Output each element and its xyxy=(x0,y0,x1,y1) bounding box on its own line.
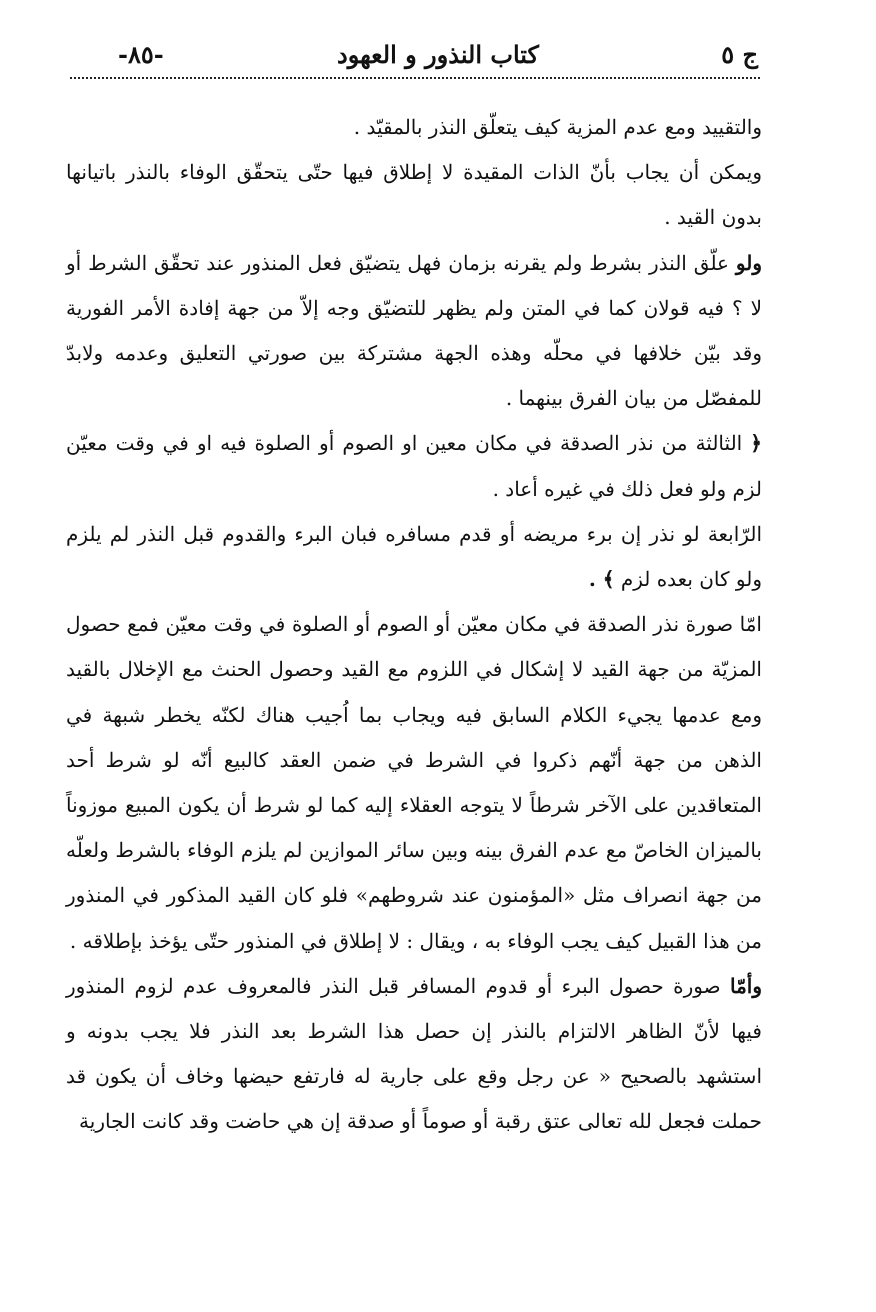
paragraph-lead: وأمّا xyxy=(729,973,762,998)
paragraph-2: ويمكن أن يجاب بأنّ الذات المقيدة لا إطلاق فيها حتّى يتحقّق الوفاء بالنذر باتيانها بدون القيد . xyxy=(66,160,763,230)
page-header xyxy=(118,36,758,72)
paragraph-7: وأمّا صورة حصول البرء أو قدوم المسافر قبل النذر فالمعروف عدم لزوم المنذور فيها لأنّ الظاهر الالتزام بالنذر إن حصل هذا الشرط بعد النذر فلا يجب بدونه و استشهد بالصحيح « عن رجل وقع على جارية له فارتفع حيضها وخاف أن يكون قد حملت فجعل لله تعالى عتق رقبة أو صوماً أو صدقة إن هي حاضت وقد كانت الجارية xyxy=(66,973,762,1134)
page-number: -٨٥- xyxy=(118,39,164,69)
header-divider xyxy=(70,77,760,79)
paragraph-lead: ولو xyxy=(735,250,762,275)
body-text xyxy=(66,105,762,1145)
paragraph-1: والتقييد ومع عدم المزية كيف يتعلّق النذر بالمقيّد . xyxy=(353,115,762,139)
paragraph-3: ولو علّق النذر بشرط ولم يقرنه بزمان فهل يتضيّق فعل المنذور عند تحقّق الشرط أو لا ؟ فيه قولان كما في المتن ولم يظهر للتضيّق وجه إلاّ من جهة إفادة الأمر الفورية وقد بيّن خلافها في محلّه وهذه الجهة مشتركة بين صورتي التعليق وعدمه ولابدّ للمفصّل من بيان الفرق بينهما . xyxy=(66,250,762,411)
volume-number: ج ٥ xyxy=(721,39,758,69)
ornament-bracket-open: ﴿ xyxy=(750,431,762,456)
chapter-title: كتاب النذور و العهود xyxy=(337,39,539,69)
ornament-bracket-close: ﴾ . xyxy=(588,567,615,592)
paragraph-4: ﴿ الثالثة من نذر الصدقة في مكان معين او الصوم أو الصلوة فيه او في وقت معيّن لزم ولو فعل ذلك في غيره أعاد . xyxy=(66,431,762,501)
paragraph-5: الرّابعة لو نذر إن برء مريضه أو قدم مسافره فبان البرء والقدوم قبل النذر لم يلزم ولو كان بعده لزم ﴾ . xyxy=(66,521,762,592)
paragraph-6: امّا صورة نذر الصدقة في مكان معيّن أو الصوم أو الصلوة في وقت معيّن فمع حصول المزيّة من جهة القيد لا إشكال في اللزوم مع القيد وحصول الحنث مع الإخلال بالقيد ومع عدمها يجيء الكلام السابق فيه ويجاب بما اُجيب هناك لكنّه يخطر شبهة في الذهن من جهة أنّهم ذكروا في الشرط في ضمن العقد كالبيع أنّه لو شرط أحد المتعاقدين على الآخر شرطاً لا يتوجه العقلاء إليه كما لو شرط أن يكون المبيع موزوناً بالميزان الخاصّ مع عدم الفرق بينه وبين سائر الموازين لم يلزم الوفاء بالشرط ولعلّه من جهة انصراف مثل «المؤمنون عند شروطهم» فلو كان القيد المذكور في المنذور من هذا القبيل كيف يجب الوفاء به ، ويقال : لا إطلاق في المنذور حتّى يؤخذ بإطلاقه . xyxy=(66,612,762,953)
